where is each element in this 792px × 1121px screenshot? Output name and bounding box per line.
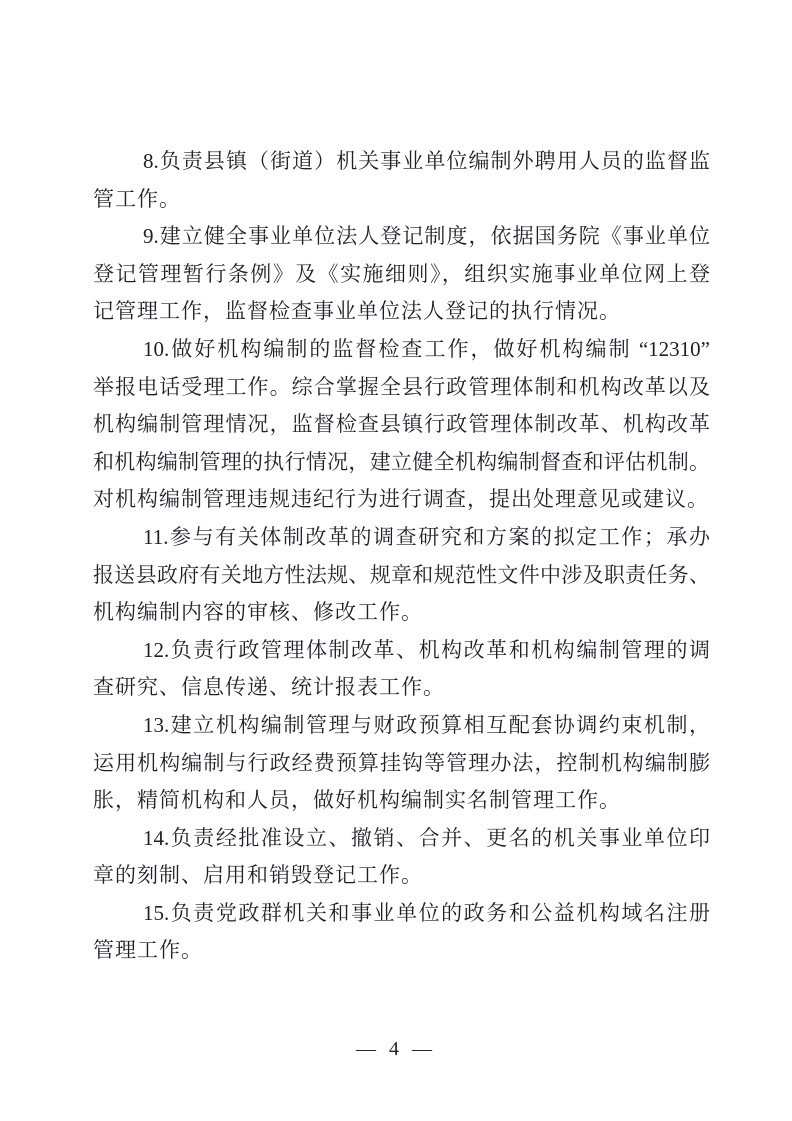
text-line: 举报电话受理工作。综合掌握全县行政管理体制和机构改革以及: [93, 374, 710, 399]
page-number: — 4 —: [356, 1038, 436, 1060]
paragraph-item-13: [93, 707, 710, 820]
text-line: 15.负责党政群机关和事业单位的政务和公益机构域名注册: [143, 900, 710, 925]
text-line: 机构编制内容的审核、修改工作。: [93, 600, 423, 625]
text-line: 胀，精简机构和人员，做好机构编制实名制管理工作。: [93, 788, 621, 813]
text-line: 12.负责行政管理体制改革、机构改革和机构编制管理的调: [143, 637, 710, 662]
text-line: 记管理工作，监督检查事业单位法人登记的执行情况。: [93, 299, 621, 324]
text-line: 管工作。: [93, 186, 181, 211]
text-line: 登记管理暂行条例》及《实施细则》，组织实施事业单位网上登: [93, 261, 710, 286]
text-line: 8.负责县镇（街道）机关事业单位编制外聘用人员的监督监: [143, 149, 710, 173]
text-line: 管理工作。: [93, 938, 203, 963]
text-line: 运用机构编制与行政经费预算挂钩等管理办法，控制机构编制膨: [93, 750, 710, 775]
paragraph-item-8: [93, 143, 710, 218]
paragraph-item-11: [93, 519, 710, 632]
text-line: 13.建立机构编制管理与财政预算相互配套协调约束机制，: [143, 712, 710, 737]
text-line: 11.参与有关体制改革的调查研究和方案的拟定工作；承办: [143, 524, 710, 549]
paragraph-item-9: [93, 218, 710, 331]
text-line: 10.做好机构编制的监督检查工作，做好机构编制 “12310”: [143, 336, 710, 361]
text-line: 机构编制管理情况，监督检查县镇行政管理体制改革、机构改革: [93, 412, 710, 437]
paragraph-item-15: [93, 895, 710, 970]
text-line: 章的刻制、启用和销毁登记工作。: [93, 863, 423, 888]
text-line: 14.负责经批准设立、撤销、合并、更名的机关事业单位印: [143, 825, 710, 850]
text-line: 报送县政府有关地方性法规、规章和规范性文件中涉及职责任务、: [93, 562, 710, 587]
paragraph-item-12: [93, 632, 710, 707]
paragraph-item-10: [93, 331, 710, 519]
text-line: 对机构编制管理违规违纪行为进行调查，提出处理意见或建议。: [93, 487, 709, 512]
text-line: 9.建立健全事业单位法人登记制度，依据国务院《事业单位: [143, 224, 710, 249]
text-line: 和机构编制管理的执行情况，建立健全机构编制督查和评估机制。: [93, 449, 710, 474]
paragraph-item-14: [93, 820, 710, 895]
document-body: [93, 143, 710, 970]
text-line: 查研究、信息传递、统计报表工作。: [93, 675, 445, 700]
page-footer: [0, 1038, 792, 1061]
